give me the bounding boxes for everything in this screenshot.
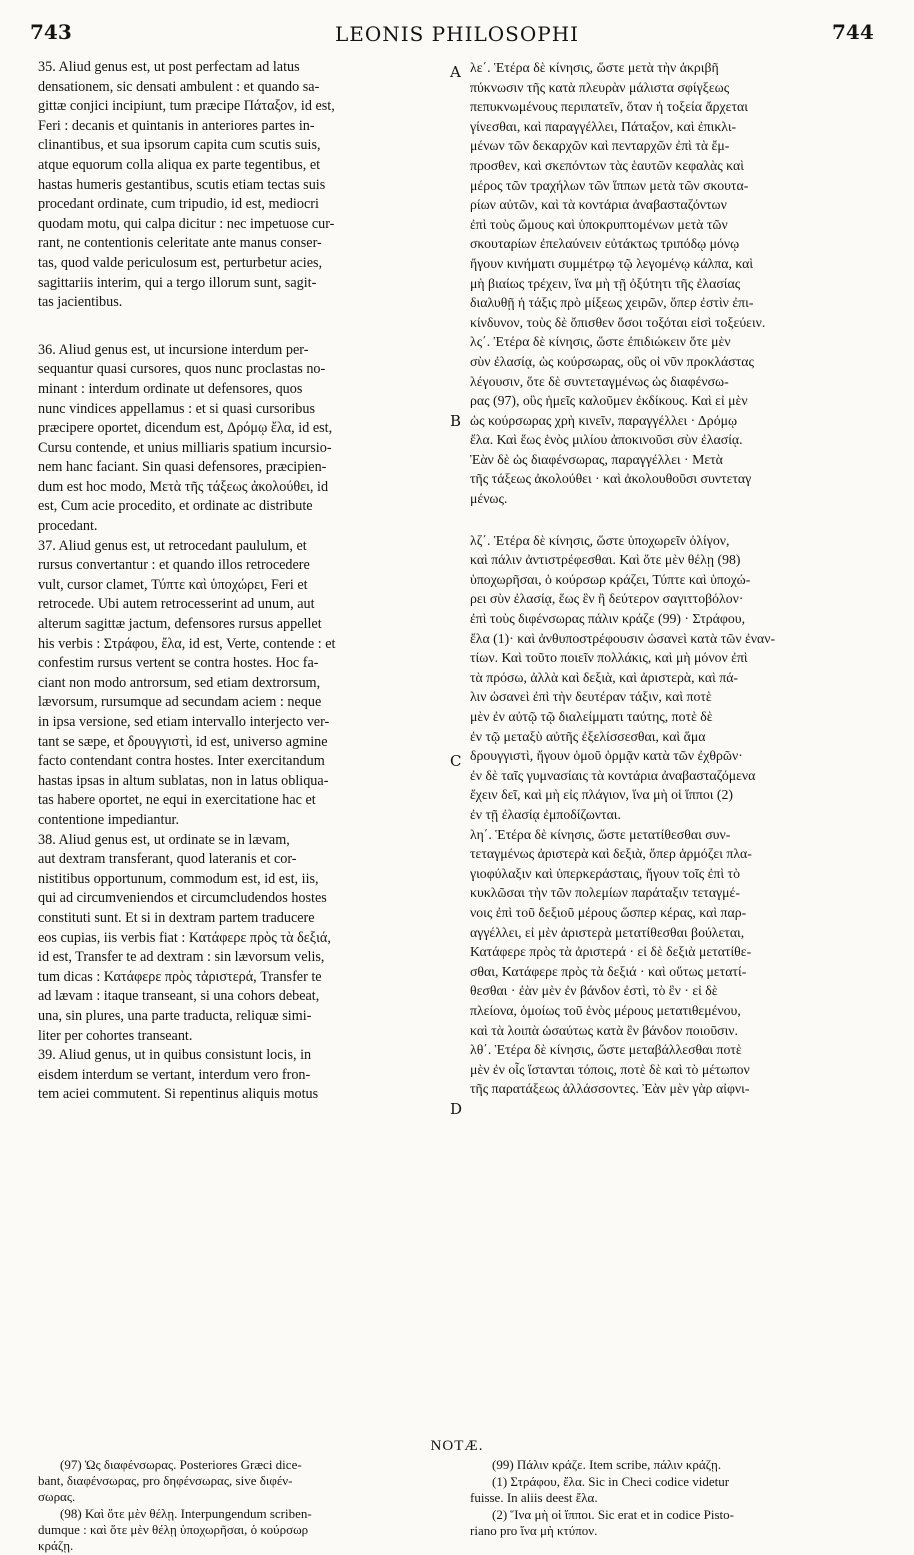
latin-column — [38, 58, 454, 1105]
text-line: facto contendant contra hostes. Inter exercitandum — [38, 753, 325, 770]
text-line: πύκνωσιν τῆς κατὰ πλευρὰν μάλιστα σφίγξεως — [470, 79, 730, 95]
text-line: τίων. Καὶ τοῦτο ποιεῖν πολλάκις, καὶ μὴ μόνον ἐπὶ — [470, 650, 748, 666]
footnote-line: dumque : καὶ ὅτε μὲν θέλῃ ὑποχωρῆσαι, ὁ κούρσωρ — [38, 1522, 309, 1537]
greek-column — [470, 58, 890, 1099]
text-line: alterum sagittæ jactum, defensores rursus appellet — [38, 616, 322, 633]
margin-marker-d: D — [450, 1100, 463, 1118]
text-line: τὰ πρόσω, ἀλλὰ καὶ δεξιὰ, καὶ ἀριστερὰ, καὶ πά- — [470, 669, 739, 685]
text-line: διαλυθῇ ἡ τάξις πρὸ μίξεως χειρῶν, ὅπερ ἐστὶν ἐπι- — [470, 295, 754, 311]
text-line: clinantibus, et sua ipsorum capita cum scutis suis, — [38, 137, 321, 154]
text-line: sequantur quasi cursores, quos nunc proclastas no- — [38, 361, 326, 378]
page-number-right: 744 — [832, 20, 874, 44]
text-line: σκουταρίων ἐπελαύνειν εὐτάκτως τριπόδῳ μόνῳ — [470, 236, 740, 252]
text-line: retrocede. Ubi autem retrocesserint ad unum, aut — [38, 596, 315, 613]
text-line: procedant. — [38, 518, 98, 535]
text-line: tem aciei commutent. Si repentinus aliquis motus — [38, 1086, 319, 1103]
page-number-left: 743 — [30, 20, 72, 44]
text-line: hastas humeris gestantibus, scutis etiam tectas suis — [38, 176, 326, 193]
text-line: μὴ βιαίως τρέχειν, ἵνα μὴ τῇ ὀξύτητι τῆς ἐλασίας — [470, 275, 741, 291]
text-line: ἐπὶ τοὺς ὤμους καὶ ὑποκρυπτομένων μετὰ τῶν — [470, 216, 728, 232]
text-line: 36. Aliud genus est, ut incursione interdum per- — [38, 341, 309, 358]
footnote-line: bant, διαφένσωρας, pro δηφένσωρας, sive διφέν- — [38, 1473, 293, 1488]
margin-marker-c: C — [450, 752, 462, 770]
text-line: in ipsa versione, sed etiam intervallo interjecto ver- — [38, 714, 330, 730]
footnote-line: (2) Ἵνα μὴ οἱ ἵπποι. Sic erat et in codice Pisto- — [492, 1507, 734, 1522]
footnote — [470, 1507, 890, 1539]
text-line: σὺν ἐλασίᾳ, ὡς κούρσωρας, οὓς οἱ νῦν προκλάστας — [470, 353, 754, 369]
footnote-line: fuisse. In aliis deest ἔλα. — [470, 1490, 598, 1505]
footnote — [470, 1474, 890, 1506]
text-line: nistitibus opportunum, commodum est, id est, iis, — [38, 870, 319, 887]
text-line: πεπυκνωμένους περιπατεῖν, ὅταν ἡ τοξεία ἄρχεται — [470, 99, 748, 115]
footnote — [38, 1506, 454, 1554]
text-line: λζ΄. Ἑτέρα δὲ κίνησις, ὥστε ὑποχωρεῖν ὀλίγον, — [470, 532, 730, 548]
text-line: quodam motu, qui calpa dicitur : nec impetuose cur- — [38, 215, 335, 232]
text-line: κυκλῶσαι τὴν τῶν πολεμίων παράταξιν τεταγμέ- — [470, 885, 740, 901]
text-line: tas, quod valde periculosum est, perturbetur acies, — [38, 254, 323, 271]
text-line: 37. Aliud genus est, ut retrocedant paululum, et — [38, 537, 307, 554]
running-header — [0, 10, 914, 44]
footnote-line: (1) Στράφου, ἔλα. Sic in Checi codice videtur — [492, 1474, 730, 1489]
text-line: ἐν τῇ ἐλασίᾳ ἐμποδίζωνται. — [470, 806, 621, 822]
footnote-line: κράζῃ. — [38, 1538, 74, 1553]
text-line: ρει σὺν ἐλασίᾳ, ἕως ἓν ἢ δεύτερον σαγιττοβόλον· — [470, 591, 744, 607]
text-line: μένων τῶν δεκαρχῶν καὶ πενταρχῶν ἐπὶ τὰ ἔμ- — [470, 138, 730, 154]
text-line: αγγέλλει, εἰ μὲν ἀριστερὰ μετατίθεσθαι βούλεται, — [470, 924, 745, 940]
text-line: est, Cum acie procedito, et ordinate ac distribute — [38, 498, 313, 515]
footnote-line: riano pro ἵνα μὴ κτύπον. — [470, 1523, 598, 1538]
text-line: λε΄. Ἑτέρα δὲ κίνησις, ὥστε μετὰ τὴν ἀκριβῆ — [470, 60, 719, 75]
text-line: ciant non modo antrorsum, sed etiam dextrorsum, — [38, 674, 321, 691]
text-line: ρας (97), οὓς ἡμεῖς καλοῦμεν ἐκδίκους. Καὶ εἰ μὲν — [470, 393, 748, 409]
text-line: atque equorum colla aliqua ex parte tegentibus, et — [38, 156, 321, 173]
greek-paragraph — [470, 531, 890, 825]
text-line: una, sin plures, una parte traducta, reliquæ simi- — [38, 1007, 312, 1024]
text-line: his verbis : Στράφου, ἔλα, id est, Verte, contende : et — [38, 635, 336, 652]
text-line: ρίων αὐτῶν, καὶ τὰ κοντάρια ἀναβασταζόντων — [470, 197, 727, 213]
text-line: ἐν δὲ ταῖς γυμνασίαις τὰ κοντάρια ἀναβασταζόμενα — [470, 767, 756, 783]
text-line: ἤγουν κινήματι συμμέτρῳ τῷ λεγομένῳ κάλπα, καὶ — [470, 255, 754, 271]
text-line: tant se sæpe, et δρουγγιστὶ, id est, universo agmine — [38, 733, 328, 750]
text-line: nem hanc faciant. Sin quasi defensores, præcipien- — [38, 459, 327, 476]
text-line: λη΄. Ἑτέρα δὲ κίνησις, ὥστε μετατίθεσθαι συν- — [470, 826, 731, 842]
text-line: præcipere oportet, dicendum est, Δρόμῳ ἔλα, id est, — [38, 420, 333, 437]
text-line: confestim rursus vertent se contra hostes. Hoc fa- — [38, 655, 319, 672]
text-line: σθαι, Κατάφερε πρὸς τὰ δεξιά · καὶ οὕτως μετατί- — [470, 963, 747, 979]
text-line: eos cupias, iis verbis fiat : Κατάφερε πρὸς τὰ δεξιά, — [38, 929, 331, 946]
text-line: gittæ conjici incipiunt, tum præcipe Πάταξον, id est, — [38, 98, 335, 115]
text-line: densationem, sic densati ambulent : et quando sa- — [38, 78, 320, 95]
text-line: tas jacientibus. — [38, 294, 123, 311]
text-line: λς΄. Ἑτέρα δὲ κίνησις, ὥστε ἐπιδιώκειν ὅτε μὲν — [470, 334, 731, 350]
margin-marker-b: B — [450, 412, 462, 430]
text-line: ὡς κούρσωρας χρὴ κινεῖν, παραγγέλλει · Δρόμῳ — [470, 412, 738, 428]
greek-paragraph — [470, 1040, 890, 1099]
text-line: νοις ἐπὶ τοῦ δεξιοῦ μέρους ὥσπερ κέρας, καὶ παρ- — [470, 904, 747, 920]
notes-title: NOTÆ. — [430, 1438, 484, 1454]
text-line: hastas ipsas in altum sublatas, non in latus obliqua- — [38, 772, 329, 789]
text-line: Feri : decanis et quintanis in anteriores partes in- — [38, 117, 315, 134]
text-line: λιν ὡσανεὶ ἐπὶ τὴν δευτέραν τάξιν, καὶ ποτὲ — [470, 689, 712, 705]
text-line: πλείονα, ὁμοίως τοῦ ἑνὸς μέρους μετατιθεμένου, — [470, 1002, 741, 1018]
text-line: eisdem interdum se vertant, interdum vero fron- — [38, 1066, 311, 1083]
greek-paragraph — [470, 332, 890, 508]
text-line: 39. Aliud genus, ut in quibus consistunt locis, in — [38, 1047, 312, 1064]
text-line: liter per cohortes transeant. — [38, 1027, 193, 1044]
notes-left — [38, 1457, 454, 1555]
text-line: tum dicas : Κατάφερε πρὸς τἀριστερά, Transfer te — [38, 968, 322, 985]
latin-paragraph — [38, 58, 454, 313]
text-line: ἔλα (1)· καὶ ἀνθυποστρέφουσιν ὡσανεὶ κατὰ τῶν ἐναν- — [470, 630, 776, 646]
text-line: τῆς τάξεως ἀκολούθει · καὶ ἀκολουθοῦσι συντεταγ — [470, 471, 752, 487]
text-line: sagittariis interim, qui a tergo illorum sunt, sagit- — [38, 274, 317, 291]
text-line: λθ΄. Ἑτέρα δὲ κίνησις, ὥστε μεταβάλλεσθαι ποτὲ — [470, 1042, 742, 1058]
text-line: constituti sunt. Et si in dextram partem traducere — [38, 909, 315, 926]
text-line: μὲν ἐν αὐτῷ τῷ διαλείμματι ταύτης, ποτὲ δὲ — [470, 709, 713, 724]
footnote-line: σωρας. — [38, 1489, 76, 1504]
footnote — [38, 1457, 454, 1505]
greek-paragraph — [470, 58, 890, 332]
footnote — [470, 1457, 890, 1473]
text-line: nunc vindices appellamus : et si quasi cursoribus — [38, 400, 315, 417]
text-line: κίνδυνον, τοὺς δὲ ὄπισθεν ὅσοι τοξόται εἰσὶ τοξεύειν. — [470, 314, 766, 330]
text-line: δρουγγιστὶ, ἤγουν ὁμοῦ ὁρμᾷν κατὰ τῶν ἐχθρῶν· — [470, 748, 743, 764]
text-line: rant, ne contentionis celeritate ante manus conser- — [38, 235, 322, 252]
text-line: ἐπὶ τοὺς διφένσωρας πάλιν κράζε (99) · Στράφου, — [470, 611, 746, 627]
text-line: γιοφύλαξιν καὶ ὑπερκεράσταις, ἤγουν τοῖς ἐπὶ τὸ — [470, 865, 740, 881]
text-line: tas habere oportet, ne equi in exercitatione hac et — [38, 792, 316, 809]
text-line: ad lævam : itaque transeant, si una cohors debeat, — [38, 988, 320, 1005]
running-title: LEONIS PHILOSOPHI — [334, 22, 580, 46]
footnote-line: (99) Πάλιν κράζε. Item scribe, πάλιν κράζῃ. — [492, 1457, 722, 1472]
text-line: qui ad circumveniendos et circumcludendos hostes — [38, 890, 327, 907]
text-line: ἐν τῷ μεταξὺ αὐτῆς ἐξελίσσεσθαι, καὶ ἅμα — [470, 728, 706, 744]
text-line: ἔλα. Καὶ ἕως ἑνὸς μιλίου ἀποκινοῦσι σὺν ἐλασίᾳ. — [470, 432, 743, 448]
notes-right — [470, 1457, 890, 1540]
text-line: μὲν ἐν οἷς ἵστανται τόποις, ποτὲ δὲ καὶ τὸ μέτωπον — [470, 1061, 750, 1077]
text-line: λέγουσιν, ὅτε δὲ συντεταγμένως ὡς διαφένσω- — [470, 373, 729, 389]
text-line: vult, cursor clamet, Τύπτε καὶ ὑποχώρει, Feri et — [38, 576, 308, 593]
margin-marker-a: A — [450, 63, 461, 81]
text-line: θεσθαι · ἐὰν μὲν ἐν βάνδον ἐστὶ, τὸ ἓν · εἰ δὲ — [470, 983, 718, 999]
text-line: minant : interdum ordinate ut defensores, quos — [38, 380, 303, 397]
text-line: μένως. — [470, 491, 508, 507]
text-line: τῆς παρατάξεως ἀλλάσσοντες. Ἐὰν μὲν γὰρ αἰφνι- — [470, 1081, 750, 1097]
latin-paragraph — [38, 1046, 454, 1105]
text-line: 38. Aliud genus est, ut ordinate se in lævam, — [38, 831, 290, 848]
text-line: γίνεσθαι, καὶ παραγγέλλει, Πάταξον, καὶ ἐπικλι- — [470, 118, 737, 134]
latin-paragraph — [38, 341, 454, 537]
text-line: 35. Aliud genus est, ut post perfectam ad latus — [38, 59, 300, 75]
text-line: Ἐὰν δὲ ὡς διαφένσωρας, παραγγέλλει · Μετὰ — [470, 451, 723, 467]
text-line: μέρος τῶν τραχήλων τῶν ἵππων μετὰ τῶν σκουτα- — [470, 177, 749, 193]
text-line: lævorsum, rursumque ad secundam aciem : neque — [38, 694, 322, 711]
latin-paragraph — [38, 831, 454, 1047]
text-line: καὶ τὰ λοιπὰ ὡσαύτως κατὰ ἓν βάνδον ποιοῦσιν. — [470, 1022, 738, 1038]
text-line: Κατάφερε πρὸς τὰ ἀριστερά · εἰ δὲ δεξιὰ μετατίθε- — [470, 944, 752, 960]
footnote-line: (97) Ὡς διαφένσωρας. Posteriores Græci dice- — [60, 1457, 302, 1472]
text-line: προσθεν, καὶ σκεπόντων τὰς ἑαυτῶν κεφαλὰς καὶ — [470, 157, 744, 173]
greek-paragraph — [470, 825, 890, 1041]
text-line: id est, Transfer te ad dextram : sin lævorsum velis, — [38, 949, 325, 966]
text-line: contentione impediantur. — [38, 811, 180, 828]
text-line: καὶ πάλιν ἀντιστρέφεσθαι. Καὶ ὅτε μὲν θέλῃ (98) — [470, 552, 741, 568]
latin-paragraph — [38, 537, 454, 831]
text-line: procedant ordinate, cum tripudio, id est, mediocri — [38, 196, 319, 213]
text-line: dum est hoc modo, Μετὰ τῆς τάξεως ἀκολούθει, id — [38, 478, 329, 495]
text-line: ὑποχωρῆσαι, ὁ κούρσωρ κράζει, Τύπτε καὶ ὑποχώ- — [470, 571, 751, 587]
text-line: aut dextram transferant, quod lateranis et cor- — [38, 851, 297, 868]
text-line: rursus convertantur : et quando illos retrocedere — [38, 557, 310, 574]
text-line: τεταγμένως ἀριστερὰ καὶ δεξιὰ, ὅπερ ἁρμόζει πλα- — [470, 846, 752, 862]
text-line: Cursu contende, et unius milliaris spatium incursio- — [38, 439, 332, 456]
text-line: ἔχειν δεῖ, καὶ μὴ εἰς πλάγιον, ἵνα μὴ οἱ ἵπποι (2) — [470, 787, 733, 803]
footnote-line: (98) Καὶ ὅτε μὲν θέλῃ. Interpungendum scriben- — [60, 1506, 312, 1521]
